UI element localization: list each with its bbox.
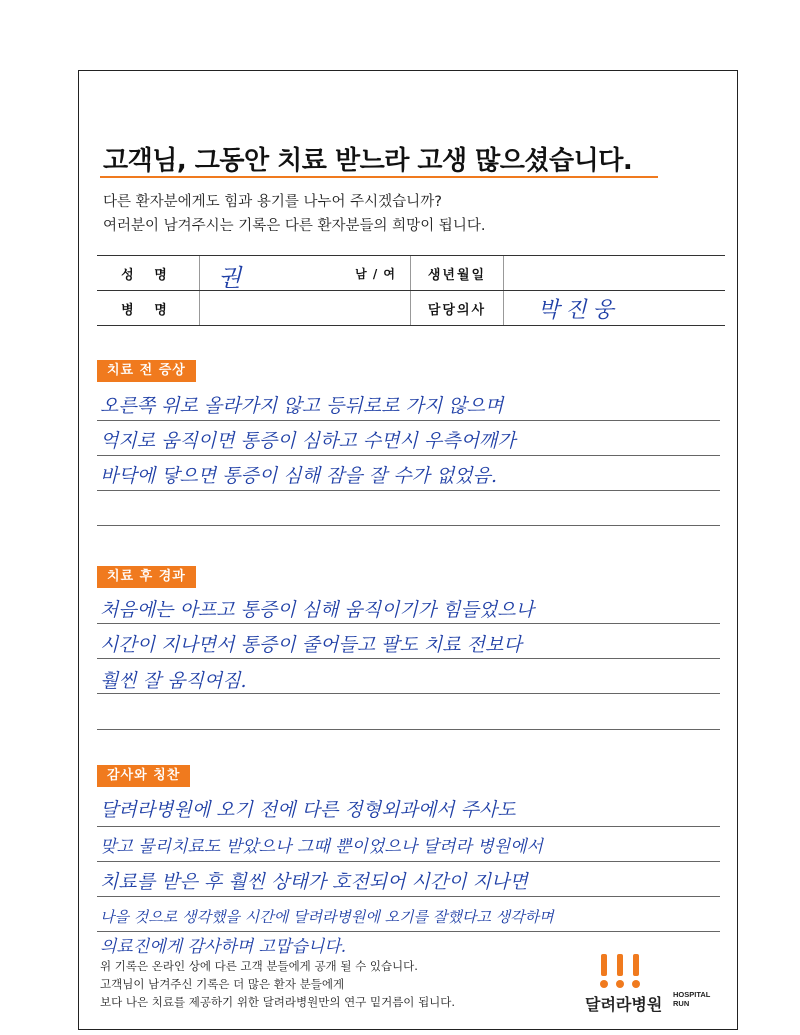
logo-sub-2: RUN [673, 999, 690, 1008]
birth-label: 생년월일 [411, 256, 504, 291]
info-table [97, 255, 725, 326]
logo-sub-1: HOSPITAL [673, 990, 711, 999]
section-label-thanks: 감사와 칭찬 [97, 765, 190, 787]
intro-line-2: 여러분이 남겨주시는 기록은 다른 환자분들의 희망이 됩니다. [103, 218, 486, 234]
section-label-before: 치료 전 증상 [97, 360, 196, 382]
after-line-1: 처음에는 아프고 통증이 심해 움직이기가 힘들었으나 [100, 599, 534, 621]
ruled-line [97, 931, 720, 932]
thanks-line-2: 맞고 물리치료도 받았으나 그때 뿐이었으나 달려라 병원에서 [100, 837, 543, 857]
after-line-3: 훨씬 잘 움직여짐. [100, 670, 247, 692]
logo-name: 달려라병원 [585, 995, 663, 1014]
before-line-1: 오른쪽 위로 올라가지 않고 등뒤로로 가지 않으며 [100, 395, 504, 417]
logo-subtitle [673, 990, 710, 1008]
section-label-after: 치료 후 경과 [97, 566, 196, 588]
ruled-line [97, 658, 720, 659]
page-title: 고객님, 그동안 치료 받느라 고생 많으셨습니다. [103, 146, 633, 176]
before-line-2: 억지로 움직이면 통증이 심하고 수면시 우측어깨가 [100, 430, 516, 452]
ruled-line [97, 420, 720, 421]
title-underline [100, 176, 658, 178]
ruled-line [97, 525, 720, 526]
info-row-2 [97, 291, 725, 326]
disease-label: 병 명 [97, 291, 200, 326]
thanks-line-3: 치료를 받은 후 훨씬 상태가 호전되어 시간이 지나면 [100, 871, 528, 893]
exclamation-marks-icon [593, 952, 653, 992]
name-label: 성 명 [97, 256, 200, 291]
doctor-field[interactable] [504, 291, 726, 326]
disease-field[interactable] [200, 291, 411, 326]
sex-label: 남 / 여 [355, 267, 396, 281]
footer-note-1: 위 기록은 온라인 상에 다른 고객 분들에게 공개 될 수 있습니다. [100, 959, 418, 973]
ruled-line [97, 455, 720, 456]
doctor-value: 박진웅 [538, 298, 620, 323]
ruled-line [97, 729, 720, 730]
footer-note-3: 보다 나은 치료를 제공하기 위한 달려라병원만의 연구 밑거름이 됩니다. [100, 995, 456, 1009]
thanks-line-5: 의료진에게 감사하며 고맙습니다. [100, 937, 347, 957]
info-row-1 [97, 256, 725, 291]
hospital-logo [585, 952, 735, 1022]
birth-field[interactable] [504, 256, 726, 291]
thanks-line-4: 나을 것으로 생각했을 시간에 달려라병원에 오기를 잘했다고 생각하며 [100, 908, 554, 926]
ruled-line [97, 490, 720, 491]
ruled-line [97, 623, 720, 624]
before-line-3: 바닥에 닿으면 통증이 심해 잠을 잘 수가 없었음. [100, 465, 498, 487]
doctor-label: 담당의사 [411, 291, 504, 326]
footer-note-2: 고객님이 남겨주신 기록은 더 많은 환자 분들에게 [100, 977, 345, 991]
intro-line-1: 다른 환자분에게도 힘과 용기를 나누어 주시겠습니까? [103, 194, 442, 210]
name-value: 권 [218, 264, 242, 292]
after-line-2: 시간이 지나면서 통증이 줄어들고 팔도 치료 전보다 [100, 634, 522, 656]
name-field[interactable] [200, 256, 411, 291]
thanks-line-1: 달려라병원에 오기 전에 다른 정형외과에서 주사도 [100, 799, 516, 821]
ruled-line [97, 896, 720, 897]
ruled-line [97, 826, 720, 827]
ruled-line [97, 861, 720, 862]
